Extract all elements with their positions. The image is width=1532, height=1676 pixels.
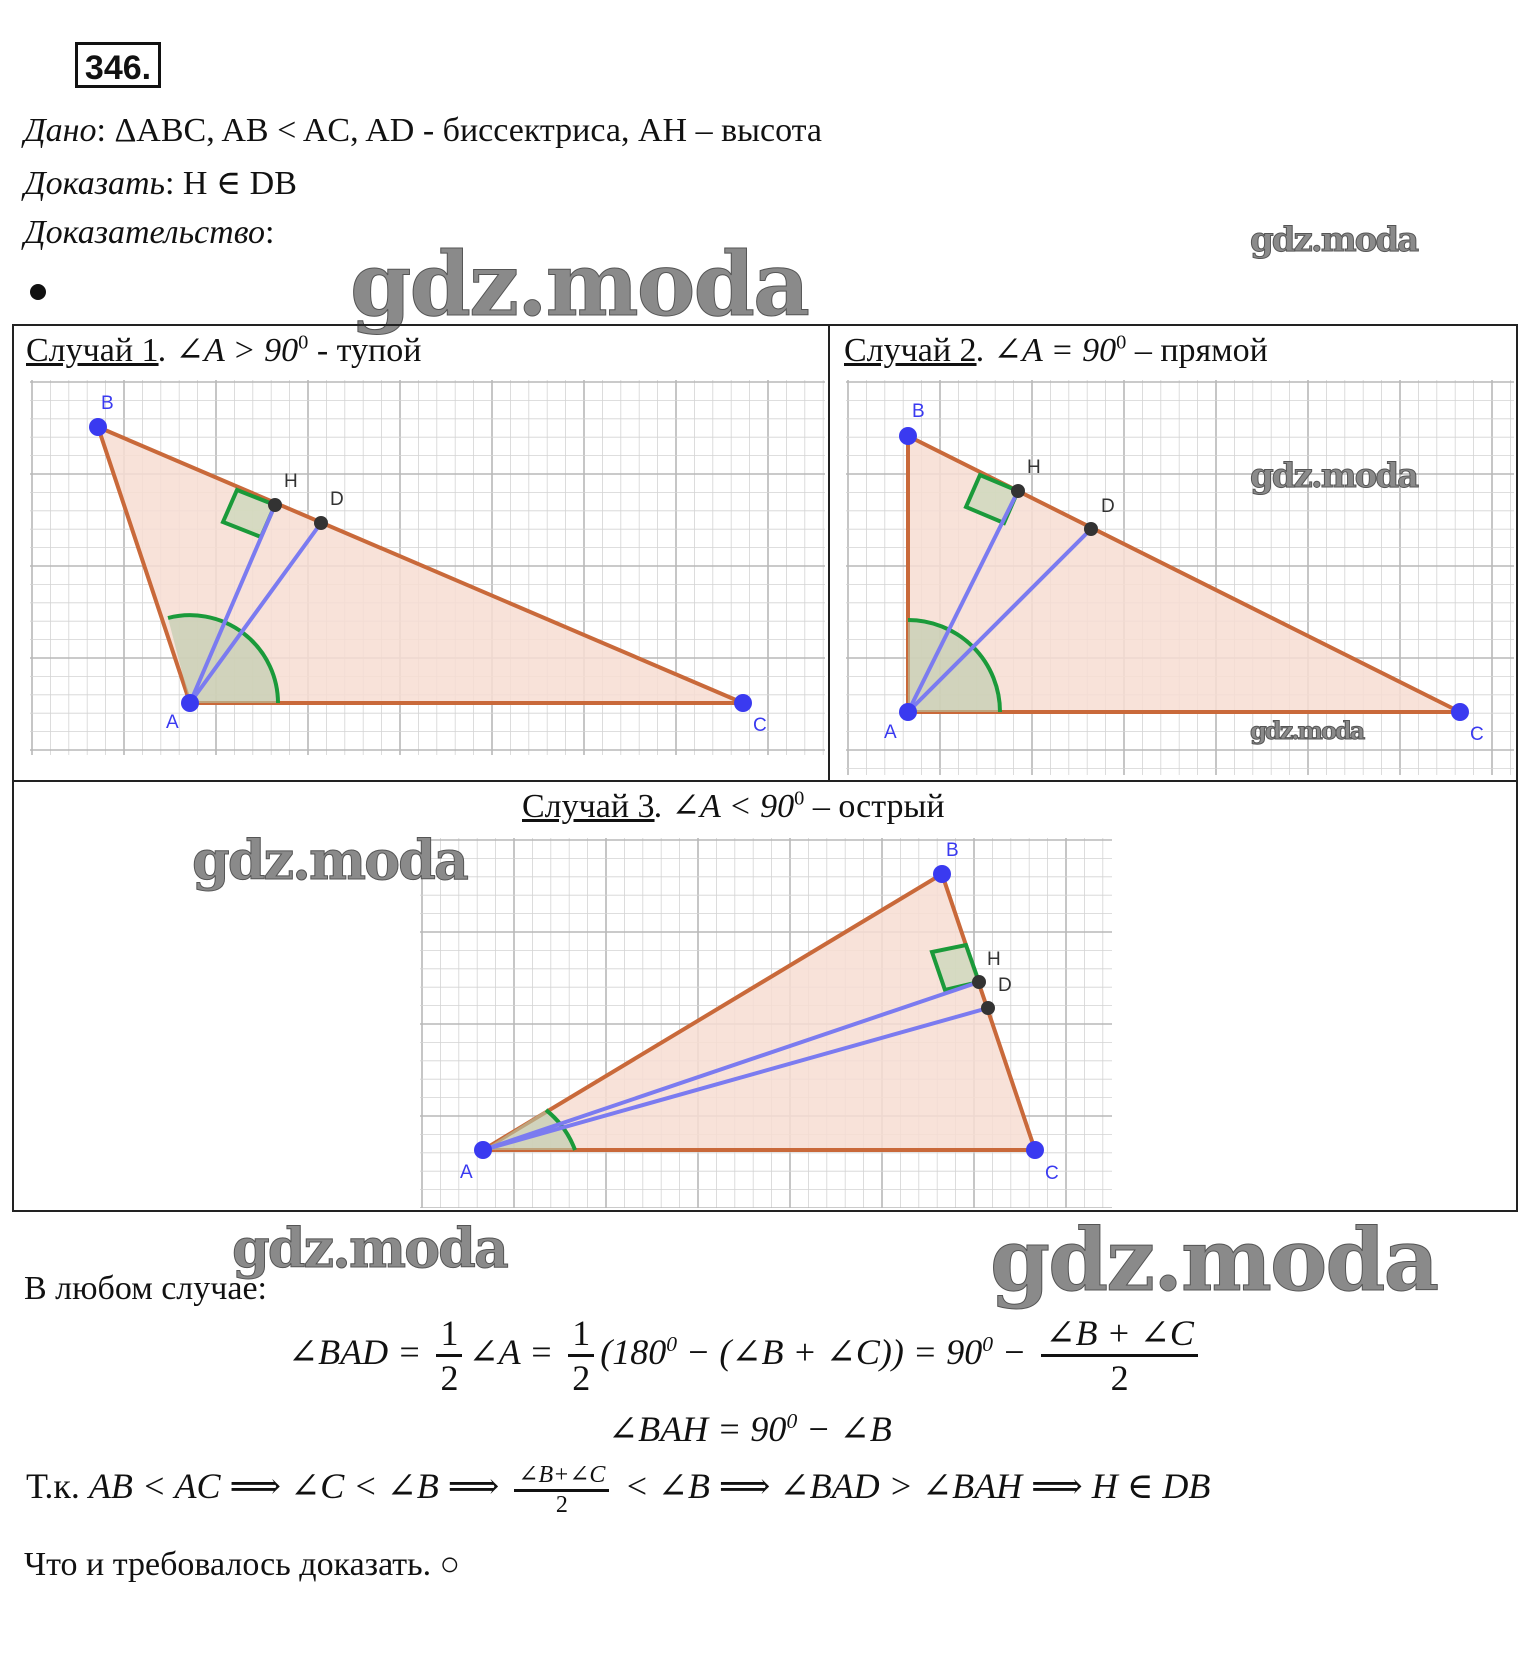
label-a: A: [166, 712, 179, 733]
case3-diagram: [420, 838, 1112, 1208]
prove-text: : H ∈ DB: [164, 165, 297, 202]
eq1-lhs: ∠BAD =: [288, 1331, 422, 1372]
point-h: [972, 975, 986, 989]
label-b: B: [101, 393, 114, 414]
point-b: [899, 427, 917, 445]
conclusion: Что и требовалось доказать. ○: [24, 1546, 461, 1583]
tk-line: [26, 1460, 1210, 1519]
case3-title: [522, 786, 945, 826]
numerator: 1: [568, 1312, 594, 1357]
fraction-half: [436, 1312, 462, 1399]
case2-title: [844, 330, 1268, 370]
case3-tail: – острый: [804, 788, 945, 825]
label-a: A: [884, 722, 897, 743]
watermark: gdz.moda: [1250, 456, 1418, 496]
watermark: gdz.moda: [1250, 716, 1364, 745]
label-b: B: [946, 840, 959, 861]
point-d: [1084, 522, 1098, 536]
label-d: D: [1101, 496, 1115, 517]
label-c: C: [1045, 1163, 1059, 1184]
prove-line: [24, 163, 297, 203]
degree: 0: [982, 1331, 994, 1356]
given-label: Дано: [24, 112, 97, 149]
watermark: gdz.moda: [990, 1210, 1438, 1311]
watermark: gdz.moda: [192, 828, 467, 892]
denominator: 2: [572, 1358, 591, 1398]
eq1-mid3: − (∠B + ∠C)) = 90: [677, 1331, 983, 1372]
watermark: gdz.moda: [1250, 220, 1418, 260]
given-text: : ΔABC, AB < AC, AD - биссектриса, AH – высота: [96, 112, 822, 149]
case1-title: [26, 330, 421, 370]
point-a: [181, 694, 199, 712]
label-d: D: [998, 975, 1012, 996]
point-c: [1026, 1141, 1044, 1159]
eq2-tail: − ∠B: [797, 1409, 892, 1449]
point-a: [899, 703, 917, 721]
point-c: [1451, 703, 1469, 721]
label-c: C: [1470, 724, 1484, 745]
fraction-small: [514, 1460, 609, 1519]
fraction-half: [568, 1312, 594, 1399]
case2-tail: – прямой: [1126, 332, 1268, 369]
tk-part1: AB < AC ⟹ ∠C < ∠B ⟹: [88, 1465, 500, 1506]
point-a: [474, 1141, 492, 1159]
label-d: D: [330, 489, 344, 510]
proof-line: [24, 214, 274, 252]
point-b: [89, 418, 107, 436]
label-b: B: [912, 401, 925, 422]
label-a: A: [460, 1162, 473, 1183]
equation-bad: [288, 1312, 1204, 1399]
case1-label: Случай 1: [26, 332, 159, 369]
degree: 0: [786, 1409, 798, 1433]
case2-angle: . ∠A = 90: [976, 332, 1117, 369]
tk-prefix: Т.к.: [26, 1465, 80, 1506]
numerator: ∠B+∠C: [514, 1460, 609, 1492]
watermark: gdz.moda: [232, 1216, 507, 1280]
bullet: [30, 284, 46, 300]
point-h: [1011, 484, 1025, 498]
label-h: H: [1027, 457, 1041, 478]
case3-angle: . ∠A < 90: [654, 788, 795, 825]
point-h: [268, 498, 282, 512]
eq2-text: ∠BAH = 90: [608, 1409, 787, 1449]
proof-colon: :: [265, 214, 275, 251]
proof-label: Доказательство: [24, 214, 266, 251]
case1-degree: 0: [298, 331, 309, 354]
triangle-abc: [483, 874, 1035, 1150]
point-d: [314, 516, 328, 530]
fraction-angles: [1041, 1312, 1198, 1399]
numerator: 1: [436, 1312, 462, 1357]
eq1-mid4: −: [993, 1331, 1027, 1372]
case1-angle: . ∠A > 90: [158, 332, 299, 369]
given-line: [24, 112, 822, 150]
case2-diagram: [846, 380, 1514, 775]
point-d: [981, 1001, 995, 1015]
case3-label: Случай 3: [522, 788, 655, 825]
prove-label: Доказать: [24, 165, 165, 202]
case2-label: Случай 2: [844, 332, 977, 369]
equation-bah: [608, 1408, 892, 1450]
numerator: ∠B + ∠C: [1041, 1312, 1198, 1357]
denominator: 2: [555, 1492, 568, 1518]
case1-tail: - тупой: [308, 332, 422, 369]
case2-degree: 0: [1116, 331, 1127, 354]
problem-number: 346.: [75, 42, 161, 88]
tk-part2: < ∠B ⟹ ∠BAD > ∠BAH ⟹ H ∈ DB: [624, 1465, 1211, 1506]
label-h: H: [284, 471, 298, 492]
eq1-mid1: ∠A =: [468, 1331, 554, 1372]
any-case-line: В любом случае:: [24, 1270, 267, 1307]
label-c: C: [753, 715, 767, 736]
eq1-mid2: (180: [600, 1331, 667, 1372]
degree: 0: [666, 1331, 678, 1356]
point-c: [734, 694, 752, 712]
case3-degree: 0: [794, 787, 805, 810]
label-h: H: [987, 949, 1001, 970]
case1-diagram: [30, 380, 825, 755]
denominator: 2: [1110, 1358, 1129, 1398]
watermark: gdz.moda: [350, 232, 809, 336]
point-b: [933, 865, 951, 883]
denominator: 2: [440, 1358, 459, 1398]
